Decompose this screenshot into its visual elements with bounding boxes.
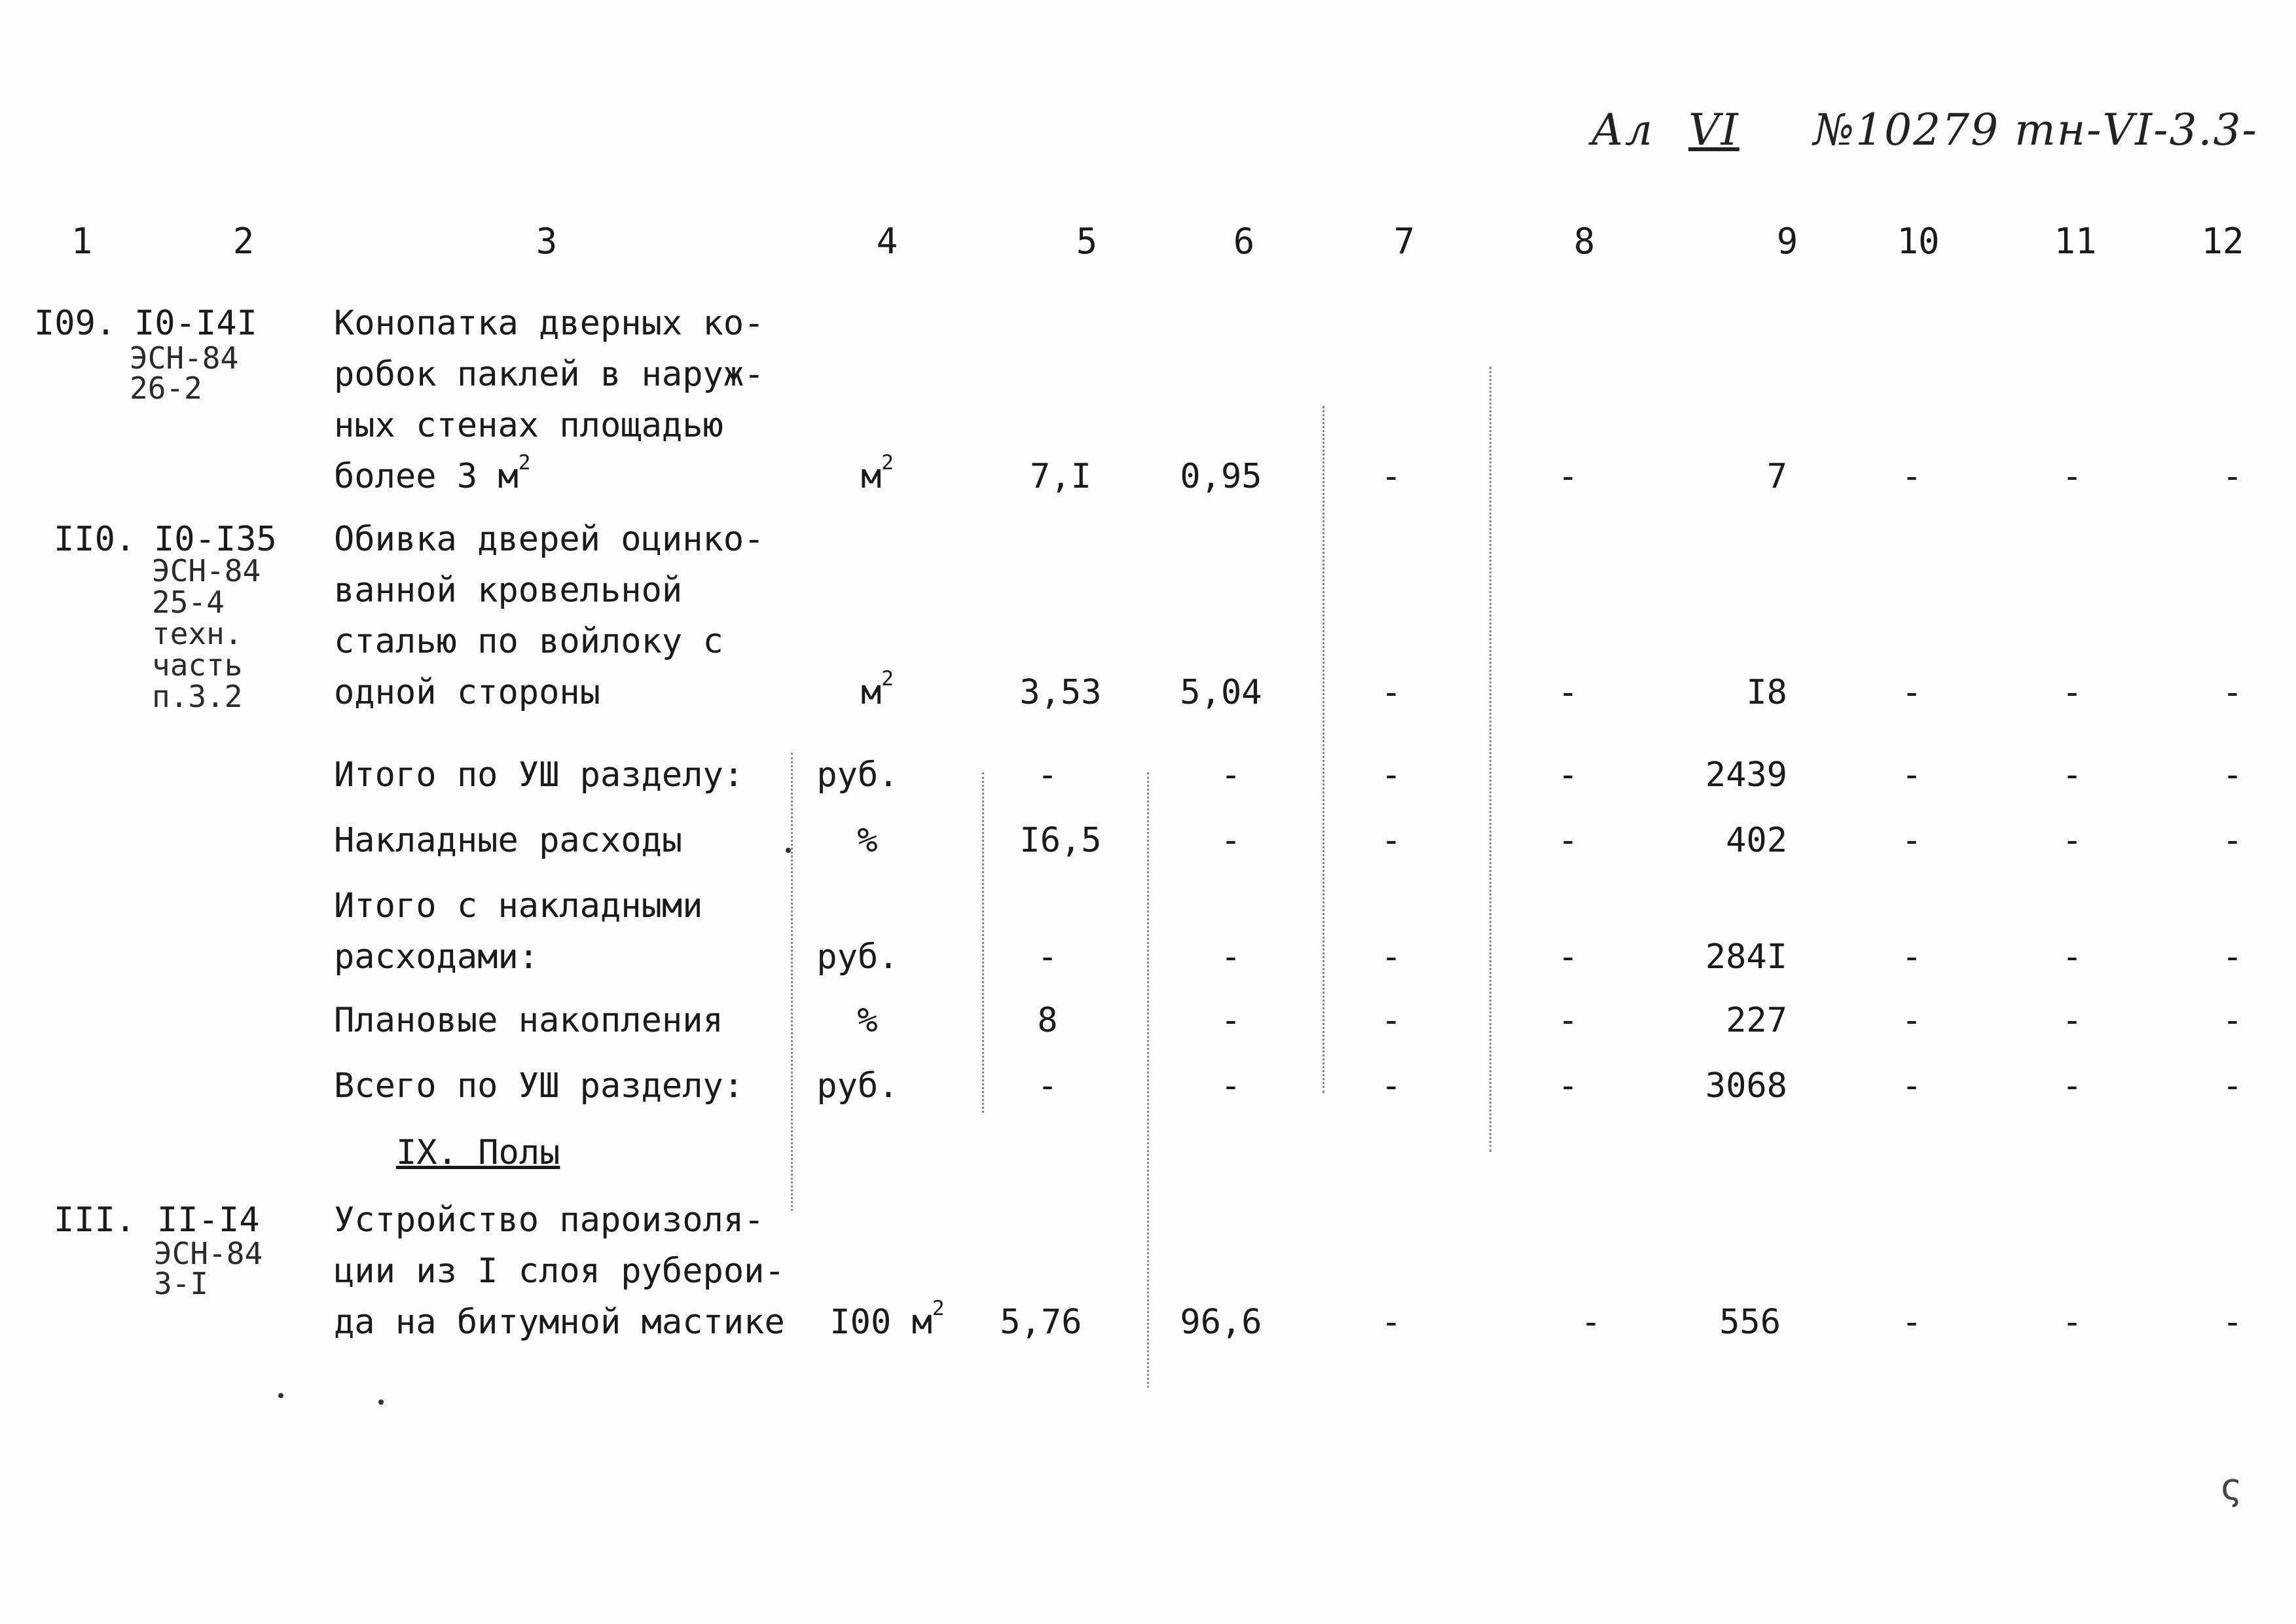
- col12-value: -: [2222, 1303, 2243, 1342]
- col-num-5: 5: [1076, 221, 1098, 262]
- col8-value: -: [1558, 457, 1578, 496]
- column-rule: [1322, 406, 1324, 1093]
- col12-value: -: [2222, 755, 2243, 795]
- unit: $м^2$: [860, 667, 894, 712]
- column-rule: [1489, 367, 1491, 1152]
- col10-value: -: [1901, 937, 1922, 977]
- unit: руб.: [816, 1066, 899, 1106]
- col-num-11: 11: [2054, 221, 2097, 262]
- col12-value: -: [2222, 1001, 2243, 1040]
- norm-source: ЭСН-84: [152, 553, 261, 588]
- scan-speck: [786, 848, 791, 853]
- col9-value: 2439: [1705, 755, 1787, 795]
- col-num-9: 9: [1776, 221, 1798, 262]
- col12-value: -: [2222, 821, 2243, 860]
- col10-value: -: [1901, 1066, 1922, 1106]
- col9-value: 284I: [1705, 937, 1787, 977]
- quantity: 3,53: [1019, 673, 1102, 712]
- unit: руб.: [816, 755, 899, 795]
- summary-label: расходами:: [334, 937, 539, 977]
- scan-speck: [278, 1393, 283, 1398]
- col5-value: -: [1037, 755, 1058, 795]
- col6-value: 96,6: [1180, 1303, 1262, 1342]
- col11-value: -: [2062, 673, 2083, 712]
- summary-label: Плановые накопления: [334, 1001, 723, 1040]
- unit: руб.: [816, 937, 899, 977]
- col9-value: 3068: [1705, 1066, 1787, 1106]
- col-num-12: 12: [2201, 221, 2244, 262]
- work-description: одной стороны: [334, 673, 600, 712]
- col9-value: I8: [1746, 673, 1787, 712]
- norm-source: ЭСН-84: [154, 1236, 263, 1271]
- work-description: ции из I слоя руберои-: [334, 1252, 785, 1291]
- col12-value: -: [2222, 937, 2243, 977]
- norm-note: часть: [152, 647, 243, 683]
- col11-value: -: [2062, 1303, 2083, 1342]
- col10-value: -: [1901, 821, 1922, 860]
- col6-value: 5,04: [1180, 673, 1262, 712]
- col6-value: 0,95: [1180, 457, 1262, 496]
- work-description: да на битумной мастике: [334, 1303, 785, 1342]
- norm-note: техн.: [152, 616, 243, 651]
- col5-value: -: [1037, 937, 1058, 977]
- work-description: ванной кровельной: [334, 571, 683, 610]
- col6-value: -: [1220, 1066, 1241, 1106]
- col-num-1: 1: [71, 221, 93, 262]
- col12-value: -: [2222, 673, 2243, 712]
- col9-value: 556: [1719, 1303, 1781, 1342]
- col-num-4: 4: [876, 221, 898, 262]
- col-num-3: 3: [536, 221, 558, 262]
- col11-value: -: [2062, 1001, 2083, 1040]
- col8-value: -: [1558, 673, 1578, 712]
- col7-value: -: [1381, 673, 1402, 712]
- col6-value: -: [1220, 755, 1241, 795]
- unit: I00 $м^2$: [829, 1297, 945, 1342]
- col-num-7: 7: [1393, 221, 1415, 262]
- col5-value: 8: [1037, 1001, 1058, 1040]
- col12-value: -: [2222, 1066, 2243, 1106]
- col10-value: -: [1901, 1001, 1922, 1040]
- column-rule: [1147, 772, 1149, 1388]
- col11-value: -: [2062, 821, 2083, 860]
- col10-value: -: [1901, 755, 1922, 795]
- summary-label: Итого по УШ разделу:: [334, 755, 744, 795]
- col9-value: 7: [1766, 457, 1787, 496]
- norm-table: 25-4: [152, 585, 225, 620]
- col9-value: 402: [1726, 821, 1787, 860]
- work-description: Устройство пароизоля-: [334, 1200, 765, 1240]
- col10-value: -: [1901, 457, 1922, 496]
- row-number: II0.: [54, 520, 136, 559]
- col5-value: -: [1037, 1066, 1058, 1106]
- work-description: Обивка дверей оцинко-: [334, 520, 765, 559]
- handwritten-roman: VI: [1688, 105, 1740, 155]
- unit: $м^2$: [860, 451, 894, 496]
- work-description: ных стенах площадью: [334, 406, 723, 445]
- col7-value: -: [1381, 457, 1402, 496]
- work-description: сталью по войлоку с: [334, 622, 723, 661]
- row-number: I09.: [34, 304, 117, 343]
- col8-value: -: [1558, 937, 1578, 977]
- column-rule: [982, 772, 984, 1113]
- col6-value: -: [1220, 821, 1241, 860]
- work-description: робок паклей в наруж-: [334, 355, 765, 394]
- norm-source: ЭСН-84: [130, 340, 239, 376]
- summary-label: Накладные расходы: [334, 821, 683, 860]
- col7-value: -: [1381, 1303, 1402, 1342]
- col8-value: -: [1558, 1001, 1578, 1040]
- col8-value: -: [1558, 821, 1578, 860]
- col11-value: -: [2062, 457, 2083, 496]
- col10-value: -: [1901, 673, 1922, 712]
- column-rule: [791, 753, 793, 1211]
- col7-value: -: [1381, 755, 1402, 795]
- norm-table: 26-2: [130, 370, 202, 406]
- unit: %: [857, 821, 878, 860]
- work-description: Конопатка дверных ко-: [334, 304, 765, 343]
- norm-code: II-I4: [157, 1200, 260, 1240]
- col7-value: -: [1381, 1001, 1402, 1040]
- col11-value: -: [2062, 1066, 2083, 1106]
- col-num-2: 2: [232, 221, 255, 262]
- norm-code: I0-I4I: [134, 304, 257, 343]
- summary-label: Всего по УШ разделу:: [334, 1066, 744, 1106]
- unit: %: [857, 1001, 878, 1040]
- col-num-6: 6: [1233, 221, 1255, 262]
- section-heading: IX. Полы: [396, 1133, 560, 1172]
- quantity: 5,76: [1000, 1303, 1082, 1342]
- col12-value: -: [2222, 457, 2243, 496]
- summary-label: Итого с накладными: [334, 886, 703, 926]
- col11-value: -: [2062, 755, 2083, 795]
- handwritten-code: №10279 тн-VI-3.3-: [1813, 105, 2258, 155]
- scan-speck: [378, 1399, 384, 1405]
- handwritten-archive-note: [1591, 105, 2258, 155]
- handwritten-sheet: Ал: [1591, 105, 1654, 155]
- col7-value: -: [1381, 821, 1402, 860]
- norm-note: п.3.2: [152, 679, 243, 714]
- col6-value: -: [1220, 937, 1241, 977]
- col8-value: -: [1580, 1303, 1601, 1342]
- col-num-10: 10: [1897, 221, 1940, 262]
- col6-value: -: [1220, 1001, 1241, 1040]
- col8-value: -: [1558, 1066, 1578, 1106]
- col9-value: 227: [1726, 1001, 1787, 1040]
- col8-value: -: [1558, 755, 1578, 795]
- work-description: более 3 $м^2$: [334, 451, 531, 496]
- quantity: 7,I: [1030, 457, 1091, 496]
- norm-table: 3-I: [154, 1266, 209, 1301]
- col-num-8: 8: [1573, 221, 1595, 262]
- page-mark: ς: [2219, 1466, 2242, 1509]
- col11-value: -: [2062, 937, 2083, 977]
- col7-value: -: [1381, 1066, 1402, 1106]
- norm-code: I0-I35: [154, 520, 277, 559]
- col5-value: I6,5: [1019, 821, 1102, 860]
- col7-value: -: [1381, 937, 1402, 977]
- col10-value: -: [1901, 1303, 1922, 1342]
- row-number: III.: [54, 1200, 136, 1240]
